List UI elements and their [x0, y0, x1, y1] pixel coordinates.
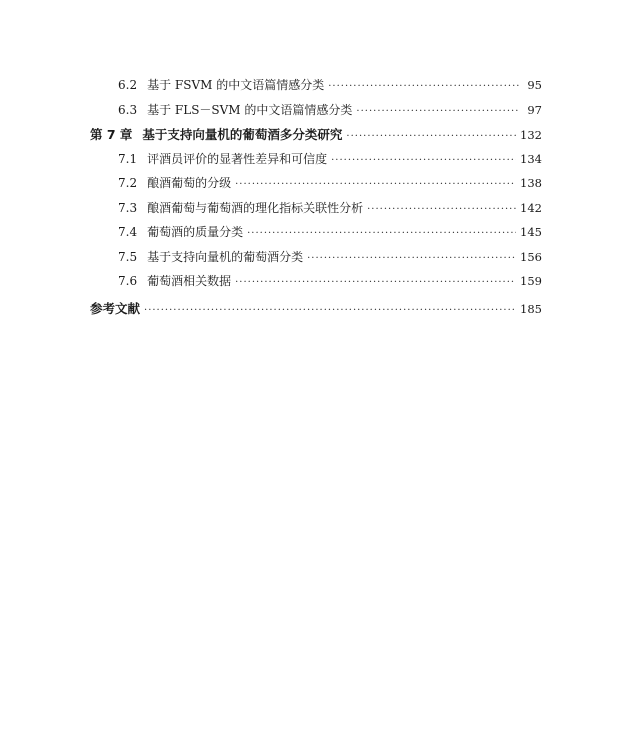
- section-title: 基于支持向量机的葡萄酒分类: [147, 249, 304, 264]
- references-title: 参考文献: [90, 300, 141, 316]
- page-number: 95: [527, 78, 542, 92]
- toc-entry-7-5[interactable]: [90, 248, 542, 273]
- chapter-title: 基于支持向量机的葡萄酒多分类研究: [142, 127, 343, 142]
- toc-entry-references[interactable]: [90, 299, 542, 324]
- section-number: 7.1: [118, 151, 138, 166]
- toc-entry-6-2[interactable]: [90, 76, 542, 101]
- section-number: 6.2: [118, 78, 138, 92]
- table-of-contents: [90, 76, 542, 323]
- dot-leader: [367, 204, 516, 215]
- section-number: 7.5: [118, 249, 138, 264]
- toc-entry-6-3[interactable]: [90, 101, 542, 126]
- toc-entry-7-6[interactable]: [90, 272, 542, 297]
- section-title: 葡萄酒相关数据: [147, 274, 232, 288]
- dot-leader: [247, 228, 516, 239]
- page-number: 138: [520, 176, 542, 190]
- dot-leader: [144, 305, 516, 316]
- page-number: 132: [520, 128, 542, 142]
- dot-leader: [235, 277, 516, 288]
- page-number: 142: [520, 200, 542, 215]
- toc-entry-chapter-7[interactable]: [90, 125, 542, 150]
- page-number: 159: [520, 274, 542, 288]
- toc-entry-7-2[interactable]: [90, 174, 542, 199]
- dot-leader: [307, 253, 516, 264]
- dot-leader: [346, 131, 516, 142]
- toc-entry-7-1[interactable]: [90, 150, 542, 175]
- dot-leader: [356, 106, 520, 117]
- chapter-number: 第 7 章: [90, 127, 133, 142]
- section-title: 基于 FSVM 的中文语篇情感分类: [147, 78, 325, 92]
- section-title: 葡萄酒的质量分类: [147, 225, 244, 239]
- page-number: 156: [520, 249, 542, 264]
- toc-entry-7-4[interactable]: [90, 223, 542, 248]
- section-title: 酿酒葡萄与葡萄酒的理化指标关联性分析: [147, 200, 364, 215]
- dot-leader: [328, 81, 520, 92]
- section-number: 7.6: [118, 274, 138, 288]
- page-number: 145: [520, 225, 542, 239]
- section-title: 酿酒葡萄的分级: [147, 176, 232, 190]
- page-number: 185: [520, 301, 542, 316]
- section-number: 7.3: [118, 200, 138, 215]
- page-number: 97: [527, 102, 542, 117]
- page-number: 134: [520, 151, 542, 166]
- section-number: 7.2: [118, 176, 138, 190]
- toc-entry-7-3[interactable]: [90, 199, 542, 224]
- section-title: 评酒员评价的显著性差异和可信度: [147, 151, 328, 166]
- section-number: 6.3: [118, 102, 138, 117]
- dot-leader: [235, 179, 516, 190]
- section-title: 基于 FLS－SVM 的中文语篇情感分类: [147, 102, 353, 117]
- section-number: 7.4: [118, 225, 138, 239]
- dot-leader: [331, 155, 516, 166]
